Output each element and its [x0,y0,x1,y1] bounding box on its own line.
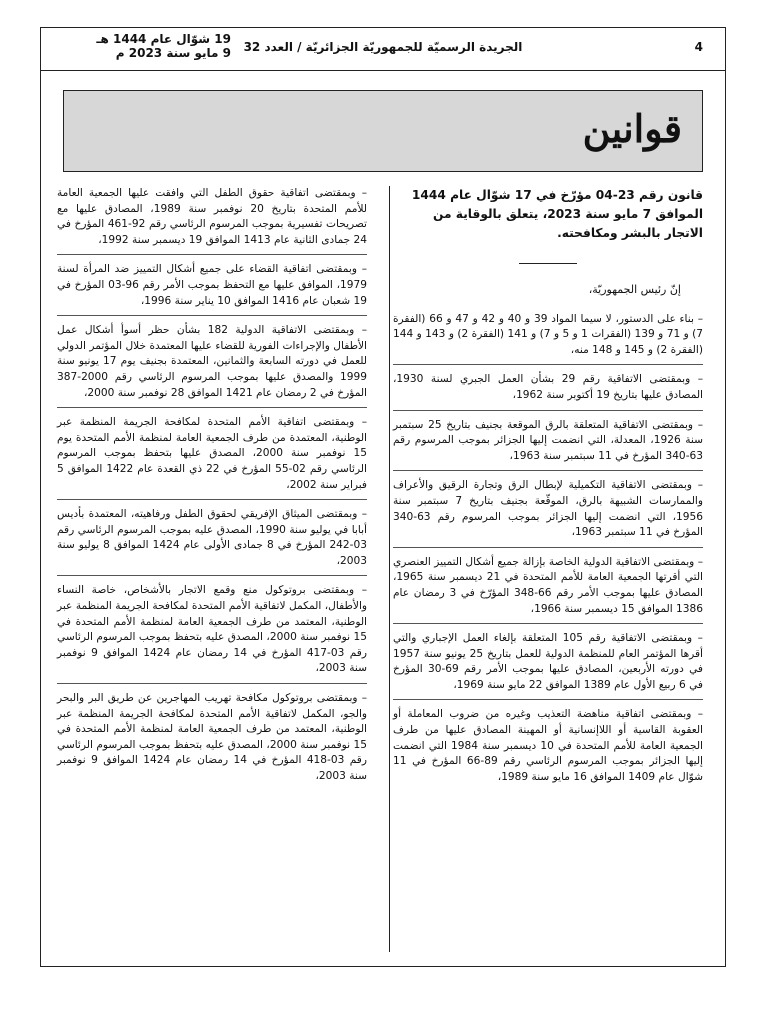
page-number: 4 [694,40,703,54]
section-title: قوانين [582,106,682,151]
president-clause: إنّ رئيس الجمهوريّة، [588,283,681,296]
title-rule [519,263,577,264]
column-divider [389,186,390,952]
left-column [57,186,367,952]
recital-paragraph: – وبمقتضى الاتفاقية الدولية الخاصة بإزالة جميع أشكال التمييز العنصري التي أقرتها الجمعية العامة للأمم المتحدة في 21 ديسمبر سنة 1965، المصادق عليها بموجب الأمر رقم 66-348 المؤرّخ في 3 رمضان عام 1386 الموافق 15 ديسمبر سنة 1966، [393,555,703,624]
recital-paragraph: – وبمقتضى بروتوكول مكافحة تهريب المهاجرين عن طريق البر والبحر والجو، المكمل لاتفاقية الأمم المتحدة لمكافحة الجريمة المنظمة عبر الوطنية، المعتمد من طرف الجمعية العامة لمنظمة الأمم المتحدة في 15 نوفمبر سنة 2000، المصدق عليه بتحفظ بموجب المرسوم الرئاسي رقم 03-418 المؤرخ في 14 رمضان عام 1424 الموافق 9 نوفمبر سنة 2003، [57,692,368,782]
law-title: قانون رقم 23-04 مؤرّخ في 17 شوّال عام 1444 الموافق 7 مايو سنة 2023، يتعلق بالوقاية من الاتجار بالبشر ومكافحته. [411,188,703,240]
page-header [41,28,725,66]
recital-paragraph: – وبمقتضى الاتفاقية الدولية 182 بشأن حظر أسوأ أشكال عمل الأطفال والإجراءات الفورية للقضاء عليها المعتمدة خلال المؤتمر الدولي للعمل في دورته السابعة والثمانين، المعتمدة بجنيف يوم 17 يونيو سنة 1999 والمصدق عليها بموجب المرسوم الرئاسي رقم 2000-387 المؤرخ في 2 رمضان عام 1421 الموافق 28 نوفمبر سنة 2000، [57,323,367,408]
page-frame [40,27,726,967]
recital-paragraph: – وبمقتضى بروتوكول منع وقمع الاتجار بالأشخاص، خاصة النساء والأطفال، المكمل لاتفاقية الأمم المتحدة لمكافحة الجريمة المنظمة عبر الوطنية، المعتمد من طرف الجمعية العامة لمنظمة الأمم المتحدة في 15 نوفمبر سنة 2000، المصدق عليه بتحفظ بموجب المرسوم الرئاسي رقم 03-417 المؤرخ في 14 رمضان عام 1424 الموافق 9 نوفمبر سنة 2003، [57,583,367,684]
recital-paragraph: – بناء على الدستور، لا سيما المواد 39 و 40 و 42 و 47 و 66 (الفقرة 7) و 71 و 139 (الفقرات 1 و 5 و 7) و 141 (الفقرة 2) و 143 و 144 (الفقرة 2) و 145 و 148 منه، [393,312,703,366]
issue-date-gregorian: 9 مايو سنة 2023 م [115,46,231,60]
recital-paragraph: – وبمقتضى اتفاقية الأمم المتحدة لمكافحة الجريمة المنظمة عبر الوطنية، المعتمدة من طرف الجمعية العامة لمنظمة الأمم المتحدة يوم 15 نوفمبر سنة 2000، المصدق عليها بتحفظ بموجب المرسوم الرئاسي رقم 02-55 المؤرخ في 22 ذي القعدة عام 1422 الموافق 5 فبراير سنة 2002، [57,415,367,500]
recital-paragraph: – وبمقتضى اتفاقية القضاء على جميع أشكال التمييز ضد المرأة لسنة 1979، الموافق عليها مع التحفظ بموجب الأمر رقم 96-03 المؤرخ في 19 شعبان عام 1416 الموافق 10 يناير سنة 1996، [57,262,367,316]
issue-date [51,32,231,60]
recital-paragraph: – وبمقتضى الميثاق الإفريقي لحقوق الطفل ورفاهيته، المعتمدة بأديس أبابا في يوليو سنة 1990، المصدق عليه بموجب المرسوم الرئاسي رقم 03-242 المؤرخ في 8 جمادى الأولى عام 1424 الموافق 8 يوليو سنة 2003، [57,507,367,576]
right-column [393,186,703,952]
header-divider [41,70,725,71]
body-columns [57,186,703,952]
recital-paragraph: – وبمقتضى اتفاقية مناهضة التعذيب وغيره من ضروب المعاملة أو العقوبة القاسية أو اللاإنسانية أو المهينة المصادق عليها من طرف الجمعية العامة للأمم المتحدة في 10 ديسمبر سنة 1984 التي انضمت إليها الجزائر بموجب المرسوم الرئاسي رقم 89-66 المؤرخ في 11 شوّال عام 1409 الموافق 16 مايو سنة 1989، [393,708,704,783]
recital-paragraph: – وبمقتضى الاتفاقية رقم 29 بشأن العمل الجبري لسنة 1930، المصادق عليها بتاريخ 19 أكتوبر سنة 1962، [393,372,703,410]
recital-paragraph: – وبمقتضى الاتفاقية التكميلية لإبطال الرق وتجارة الرقيق والأعراف والممارسات الشبيهة بالرق، الموقّعة بجنيف بتاريخ 7 سبتمبر سنة 1956، التي انضمت إليها الجزائر بموجب المرسوم رقم 63-340 المؤرخ في 11 سبتمبر 1963، [393,478,703,547]
section-banner [63,90,703,172]
recital-paragraph: – وبمقتضى الاتفاقية رقم 105 المتعلقة بإلغاء العمل الإجباري والتي أقرها المؤتمر العام للمنظمة الدولية للعمل بتاريخ 25 يونيو سنة 1957 في دورته الأربعين، المصادق عليها بموجب الأمر رقم 69-30 المؤرخ في 6 ربيع الأول عام 1389 الموافق 22 مايو سنة 1969، [393,631,703,700]
recital-paragraph: – وبمقتضى اتفاقية حقوق الطفل التي وافقت عليها الجمعية العامة للأمم المتحدة بتاريخ 20 نوفمبر سنة 1989، المصادق عليها مع تصريحات تفسيرية بموجب المرسوم الرئاسي رقم 92-461 المؤرخ في 24 جمادى الثانية عام 1413 الموافق 19 ديسمبر سنة 1992، [57,186,367,255]
issue-date-hijri: 19 شوّال عام 1444 هـ [96,32,231,46]
recital-paragraph: – وبمقتضى الاتفاقية المتعلقة بالرق الموقعة بجنيف بتاريخ 25 سبتمبر سنة 1926، المعدلة، التي انضمت إليها الجزائر بموجب المرسوم رقم 63-340 المؤرخ في 11 سبتمبر سنة 1963، [393,418,703,472]
running-title: الجريدة الرسميّة للجمهوريّة الجزائريّة / العدد 32 [243,40,523,54]
